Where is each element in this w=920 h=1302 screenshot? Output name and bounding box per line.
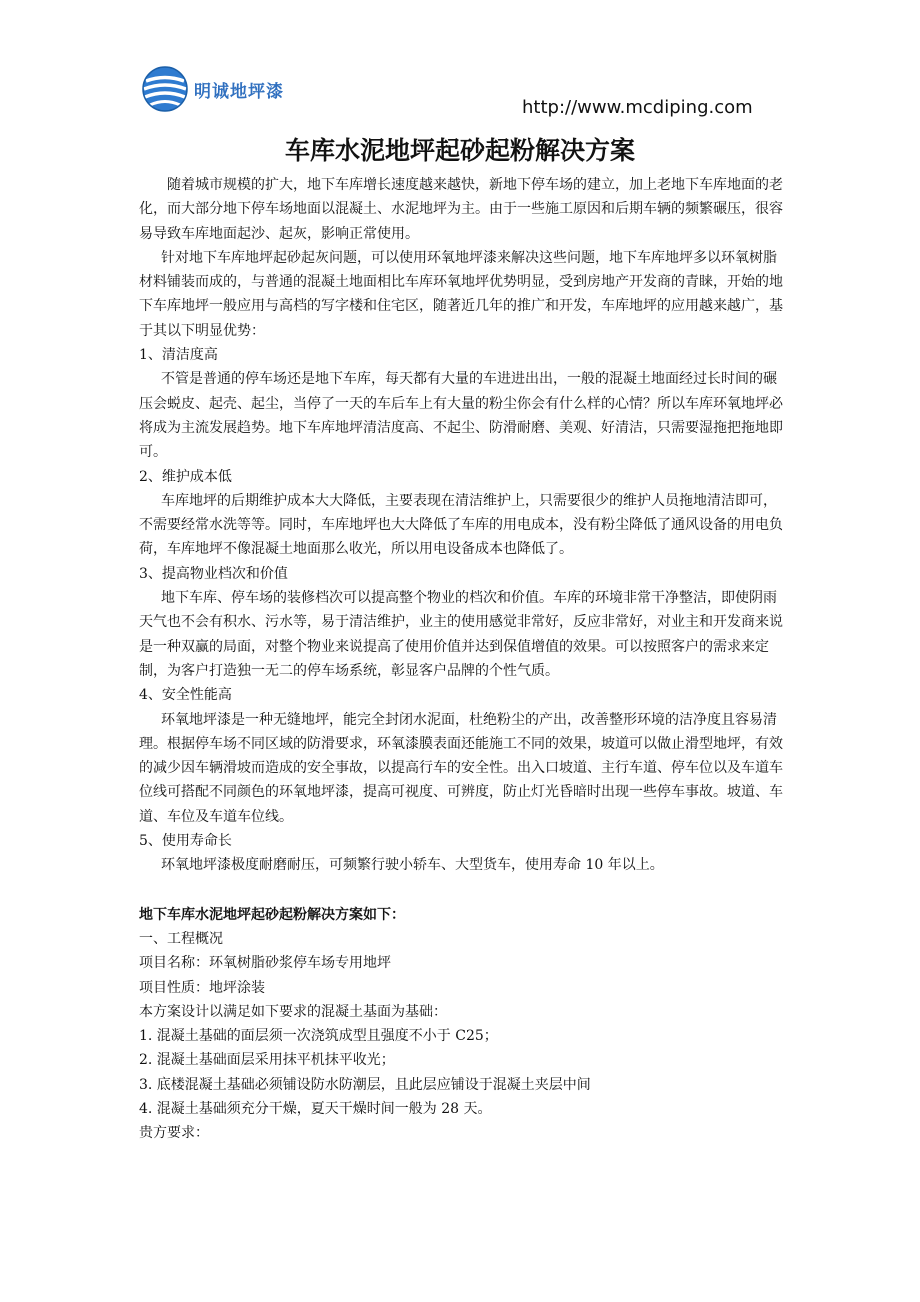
website-url[interactable]: http://www.mcdiping.com: [522, 97, 753, 118]
advantage-text-5: 环氧地坪漆极度耐磨耐压，可频繁行驶小轿车、大型货车，使用寿命 10 年以上。: [161, 857, 664, 874]
requirement-item-1: 1. 混凝土基础的面层须一次浇筑成型且强度不小于 C25；: [139, 1028, 498, 1045]
requirement-item-3: 3. 底楼混凝土基础必须铺设防水防潮层，且此层应铺设于混凝土夹层中间: [139, 1076, 591, 1093]
logo-text: 明诚地坪漆: [194, 81, 284, 102]
document-title: 车库水泥地坪起砂起粉解决方案: [284, 136, 635, 165]
intro-paragraph-2: 针对地下车库地坪起砂起灰问题，可以使用环氧地坪漆来解决这些问题，地下车库地坪多以环氧树脂材料铺装而成的，与普通的混凝土地面相比车库环氧地坪优势明显，受到房地产开发商的青睐，开始的地下车库地坪一般应用与高档的写字楼和住宅区，随著近几年的推广和开发，车库地坪的应用越来越广，基于其以下明显优势：: [139, 249, 783, 339]
advantage-heading-5: 5、使用寿命长: [139, 833, 232, 850]
spacer: [139, 878, 784, 903]
document-body: [139, 173, 784, 1146]
advantage-heading-1: 1、清洁度高: [139, 347, 218, 364]
advantage-heading-4: 4、安全性能高: [139, 687, 232, 704]
requirement-item-4: 4. 混凝土基础须充分干燥，夏天干燥时间一般为 28 天。: [139, 1100, 492, 1117]
section-title: 一、工程概况: [139, 930, 223, 947]
intro-paragraph-1: 随着城市规模的扩大，地下车库增长速度越来越快，新地下停车场的建立，加上老地下车库地面的老化，而大部分地下停车场地面以混凝土、水泥地坪为主。由于一些施工原因和后期车辆的频繁碾压，很容易导致车库地面起沙、起灰，影响正常使用。: [139, 177, 783, 242]
advantage-heading-2: 2、维护成本低: [139, 468, 232, 485]
project-nature: 项目性质：地坪涂装: [139, 979, 265, 996]
advantage-text-4: 环氧地坪漆是一种无缝地坪，能完全封闭水泥面，杜绝粉尘的产出，改善整形环境的洁净度且容易清理。根据停车场不同区域的防滑要求，环氧漆膜表面还能施工不同的效果，坡道可以做止滑型地坪，有效的减少因车辆滑坡而造成的安全事故，以提高行车的安全性。出入口坡道、主行车道、停车位以及车道车位线可搭配不同颜色的环氧地坪漆，提高可视度、可辨度，防止灯光昏暗时出现一些停车事故。坡道、车道、车位及车道车位线。: [139, 711, 783, 825]
solution-heading: 地下车库水泥地坪起砂起粉解决方案如下：: [139, 906, 405, 923]
requirement-item-2: 2. 混凝土基础面层采用抹平机抹平收光；: [139, 1052, 395, 1069]
advantage-text-2: 车库地坪的后期维护成本大大降低，主要表现在清洁维护上，只需要很少的维护人员拖地清洁即可，不需要经常水洗等等。同时，车库地坪也大大降低了车库的用电成本，没有粉尘降低了通风设备的用电负荷，车库地坪不像混凝土地面那么收光，所以用电设备成本也降低了。: [139, 492, 783, 558]
advantage-text-1: 不管是普通的停车场还是地下车库，每天都有大量的车进进出出，一般的混凝土地面经过长时间的碾压会蜕皮、起壳、起尘，当停了一天的车后车上有大量的粉尘你会有什么样的心情？所以车库环氧地坪必将成为主流发展趋势。地下车库地坪清洁度高、不起尘、防滑耐磨、美观、好清洁，只需要湿拖把拖地即可。: [139, 371, 783, 461]
company-logo: [140, 64, 284, 114]
advantage-text-3: 地下车库、停车场的装修档次可以提高整个物业的档次和价值。车库的环境非常干净整洁，即使阴雨天气也不会有积水、污水等，易于清洁维护，业主的使用感觉非常好，反应非常好，对业主和开发商来说是一种双赢的局面，对整个物业来说提高了使用价值并达到保值增值的效果。可以按照客户的需求来定制，为客户打造独一无二的停车场系统，彰显客户品牌的个性气质。: [139, 590, 783, 679]
basis-text: 本方案设计以满足如下要求的混凝土基面为基础：: [139, 1003, 447, 1020]
globe-logo-icon: [140, 64, 190, 114]
client-requirements: 贵方要求：: [139, 1125, 209, 1142]
project-name: 项目名称：环氧树脂砂浆停车场专用地坪: [139, 955, 391, 972]
advantage-heading-3: 3、提高物业档次和价值: [139, 565, 288, 582]
